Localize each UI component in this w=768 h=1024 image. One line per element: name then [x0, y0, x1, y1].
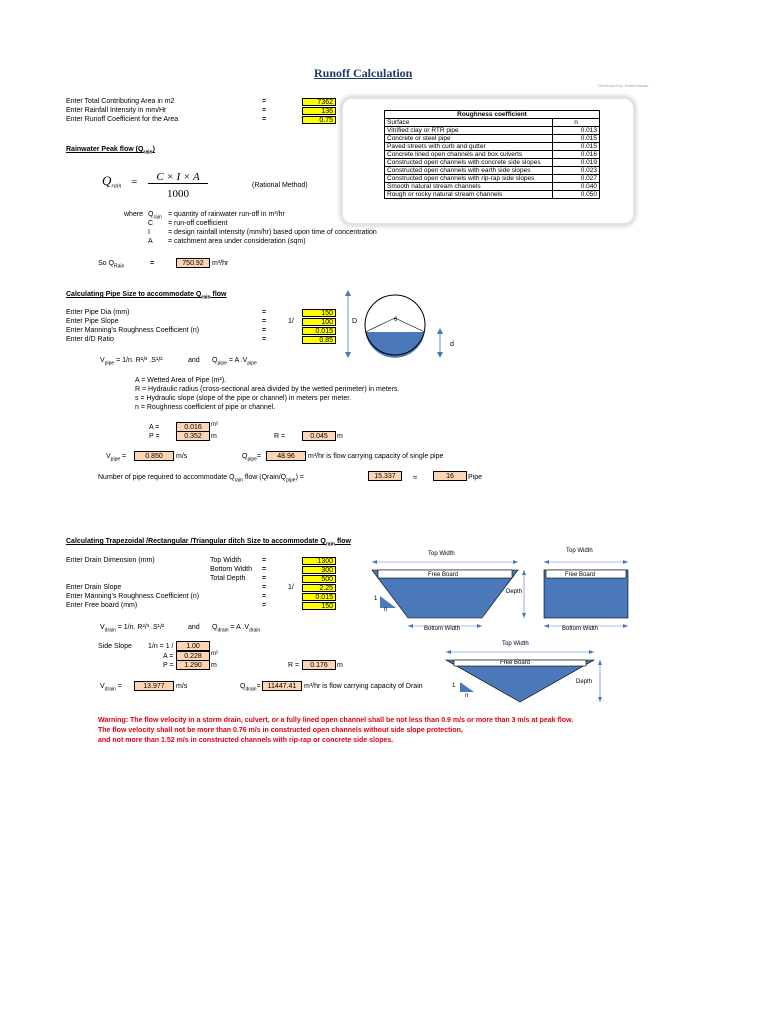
- where-label: where: [124, 211, 144, 218]
- pipe-P-result: 0.352: [176, 431, 210, 441]
- q-drain-formula: $Q_{drain} = A$ $.V_{drain}$: [212, 624, 261, 634]
- diagram-free-board: Free Board: [500, 660, 531, 666]
- unit-label: m³/hr is flow carrying capacity of Drain: [304, 683, 423, 690]
- table-header: n: [553, 119, 600, 127]
- def-symbol: $Q_{rain}$: [148, 211, 162, 221]
- v-pipe-label: $V_{pipe}$ =: [106, 453, 127, 463]
- pipe-dia-input[interactable]: 150: [302, 309, 336, 317]
- table-row: Constructed open channels with rip-rap side slopes 0.027: [385, 175, 600, 183]
- unit-label: m²: [211, 422, 218, 428]
- eq-sign: =: [262, 327, 267, 334]
- unit-label: m: [211, 662, 217, 669]
- eq-sign: =: [262, 309, 267, 316]
- rain-label: Enter Rainfall Intensity in mm/Hr: [66, 107, 167, 114]
- table-row: Vitrified clay or RTR pipe 0.013: [385, 127, 600, 135]
- bottom-width-input[interactable]: 300: [302, 566, 336, 574]
- roughness-title: Roughness coefficient: [385, 111, 600, 119]
- diagram-label-d: d: [450, 341, 454, 348]
- q-pipe-label: $Q_{pipe}=$: [242, 453, 261, 463]
- def-text: = design rainfall intensity (mm/hr) based upon time of concentration: [168, 229, 377, 236]
- drain-A-label: A =: [163, 653, 174, 660]
- approx-sign: ≈: [413, 473, 418, 482]
- v-drain-label: $V_{drain}$ =: [100, 683, 122, 693]
- side-slope-result: 1.00: [176, 641, 210, 651]
- unit-label: m: [337, 433, 343, 440]
- warning-line: and not more than 1.52 m/s in constructed channels with rip-rap or concrete side slopes.: [98, 737, 394, 744]
- eq-sign: =: [262, 116, 267, 123]
- pipe-dia-label: Enter Pipe Dia (mm): [66, 309, 130, 316]
- pipe-slope-label: Enter Pipe Slope: [66, 318, 119, 325]
- eq-sign: =: [262, 98, 267, 105]
- area-label: Enter Total Contributing Area in m2: [66, 98, 175, 105]
- pipe-R-label: R =: [274, 433, 286, 440]
- slope-prefix: 1/: [288, 584, 294, 591]
- table-row: Concrete lined open channels and box culverts 0.016: [385, 151, 600, 159]
- v-drain-result: 13.977: [134, 681, 174, 691]
- pipe-def: n = Roughness coefficient of pipe or channel.: [135, 404, 276, 411]
- unit-label: m³/hr is flow carrying capacity of single pipe: [308, 453, 444, 460]
- coef-input[interactable]: 0.75: [302, 116, 336, 124]
- method-label: (Rational Method): [252, 182, 308, 189]
- pipe-dd-input[interactable]: 0.85: [302, 336, 336, 344]
- diagram-depth: Depth: [506, 589, 523, 595]
- q-drain-result: 11447.41: [262, 681, 302, 691]
- bottom-width-label: Bottom Width: [210, 566, 253, 573]
- side-slope-label: Side Slope: [98, 643, 132, 650]
- rain-input[interactable]: 136: [302, 107, 336, 115]
- credit-text: Developed by: Sadia Nawab: [598, 83, 649, 88]
- pipe-n-input[interactable]: 0.015: [302, 327, 336, 335]
- warning-line: The flow velocity shall not be more than 0.76 m/s in constructed open channels without side slope protection,: [98, 727, 463, 734]
- ditch-heading: Calculating Trapezoidal /Rectangular /Triangular ditch Size to accommodate $Q_{rain}$ flow: [66, 538, 351, 548]
- unit-label: m³/hr: [212, 260, 229, 267]
- diagram-top-width: Top Width: [428, 551, 455, 557]
- eq-sign: =: [262, 318, 267, 325]
- pipe-def: A = Wetted Area of Pipe (m²).: [135, 377, 227, 384]
- free-board-input[interactable]: 150: [302, 602, 336, 610]
- diagram-n: n: [465, 693, 469, 699]
- so-label: So $Q_{Rain}$: [98, 260, 125, 270]
- drain-n-label: Enter Manning's Roughness Coefficient (n): [66, 593, 200, 600]
- and-label: and: [188, 624, 200, 631]
- diagram-bottom-width: Bottom Width: [562, 626, 599, 632]
- diagram-bottom-width: Bottom Width: [424, 626, 461, 632]
- unit-label: m: [211, 433, 217, 440]
- eq-sign: =: [262, 566, 267, 573]
- def-symbol: A: [148, 238, 153, 245]
- pipe-slope-input[interactable]: 100: [302, 318, 336, 326]
- diagram-top-width: Top Width: [502, 641, 529, 647]
- def-text: = catchment area under consideration (sqm): [168, 238, 306, 245]
- drain-R-result: 0.176: [302, 660, 336, 670]
- pipe-A-result: 0.016: [176, 422, 210, 432]
- area-input[interactable]: 7362: [302, 98, 336, 106]
- eq-sign: =: [150, 260, 155, 267]
- trapezoid-diagram: [360, 556, 530, 636]
- table-row: Rough or rocky natural stream channels 0.050: [385, 191, 600, 199]
- page-title: Runoff Calculation: [314, 66, 413, 80]
- pipe-n-label: Enter Manning's Roughness Coefficient (n): [66, 327, 200, 334]
- unit-label: m²: [211, 651, 218, 657]
- drain-dim-label: Enter Drain Dimension (mm): [66, 557, 155, 564]
- rational-formula: $Q_{rain}$ =: [102, 173, 138, 190]
- eq-sign: =: [262, 584, 267, 591]
- drain-A-result: 0.228: [176, 651, 210, 661]
- total-depth-label: Total Depth: [210, 575, 246, 582]
- q-pipe-result: 48.96: [266, 451, 306, 461]
- rectangle-diagram: [536, 556, 636, 636]
- unit-label: Pipe: [468, 474, 483, 481]
- diagram-free-board: Free Board: [565, 572, 596, 578]
- free-board-label: Enter Free board (mm): [66, 602, 138, 609]
- diagram-one: 1: [452, 683, 456, 689]
- drain-P-label: P =: [163, 662, 174, 669]
- num-pipes-label: Number of pipe required to accommodate $Q_{rain}$ flow $(Qrain/Q_{pipe})$ =: [98, 474, 304, 484]
- num-pipes-result: 15.337: [368, 471, 402, 481]
- pipe-section-diagram: [340, 288, 470, 360]
- and-label: and: [188, 357, 200, 364]
- diagram-free-board: Free Board: [428, 572, 459, 578]
- coef-label: Enter Runoff Coefficient for the Area: [66, 116, 179, 123]
- table-header: Surface: [385, 119, 553, 127]
- table-row: Paved streets with curb and gutter 0.015: [385, 143, 600, 151]
- table-row: Constructed open channels with concrete side slopes 0.019: [385, 159, 600, 167]
- formula-numerator: C × I × A: [148, 171, 208, 184]
- num-pipes-rounded: 16: [433, 471, 467, 481]
- drain-slope-input[interactable]: 2.25: [302, 584, 336, 592]
- v-pipe-formula: $V_{pipe} = 1/n$. R²/³ .S¹/²: [100, 357, 163, 367]
- top-width-label: Top Width: [210, 557, 242, 564]
- drain-P-result: 1.290: [176, 660, 210, 670]
- pipe-A-label: A =: [149, 424, 160, 431]
- eq-sign: =: [262, 602, 267, 609]
- v-drain-formula: $V_{drain} = 1/n$. R²/³ .S¹/²: [100, 624, 165, 634]
- pipe-dd-label: Enter d/D Ratio: [66, 336, 114, 343]
- diagram-top-width: Top Width: [566, 548, 593, 554]
- eq-sign: =: [262, 107, 267, 114]
- peak-heading: Rainwater Peak flow $(Q_{rain})$: [66, 146, 155, 156]
- pipe-P-label: P =: [149, 433, 160, 440]
- v-pipe-result: 0.850: [134, 451, 174, 461]
- table-row: Concrete or steel pipe 0.015: [385, 135, 600, 143]
- eq-sign: =: [262, 336, 267, 343]
- def-symbol: I: [148, 229, 150, 236]
- q-drain-label: $Q_{drain}=$: [240, 683, 261, 693]
- unit-label: m/s: [176, 453, 188, 460]
- warning-line: Warning: The flow velocity in a storm drain, culvert, or a fully lined open channel shall be not less than 0.9 m/s or more than 3 m/s at peak flow.: [98, 717, 574, 724]
- total-depth-input[interactable]: 500: [302, 575, 336, 583]
- unit-label: m/s: [176, 683, 188, 690]
- drain-slope-label: Enter Drain Slope: [66, 584, 122, 591]
- diagram-n: n: [384, 607, 388, 613]
- eq-sign: =: [262, 557, 267, 564]
- def-symbol: C: [148, 220, 154, 227]
- pipe-R-result: 0.045: [302, 431, 336, 441]
- diagram-one: 1: [374, 596, 378, 602]
- q-pipe-formula: $Q_{pipe} = A$ $.V_{pipe}$: [212, 357, 257, 367]
- table-row: Constructed open channels with earth side slopes 0.023: [385, 167, 600, 175]
- pipe-heading: Calculating Pipe Size to accommodate $Q_{rain}$ flow: [66, 291, 227, 301]
- eq-sign: =: [262, 593, 267, 600]
- slope-prefix: 1/: [288, 318, 294, 325]
- table-row: Smooth natural stream channels 0.040: [385, 183, 600, 191]
- diagram-label-D: D: [352, 318, 358, 325]
- eq-sign: =: [262, 575, 267, 582]
- side-slope-prefix: 1/n = 1 /: [148, 643, 174, 650]
- def-text: = quantity of rainwater run-off in m³/hr: [168, 211, 285, 218]
- drain-R-label: R =: [288, 662, 300, 669]
- top-width-input[interactable]: 1300: [302, 557, 336, 565]
- formula-denominator: 1000: [167, 188, 189, 200]
- diagram-depth: Depth: [576, 679, 593, 685]
- pipe-def: s = Hydraulic slope (slope of the pipe or channel) in meters per meter.: [135, 395, 352, 402]
- pipe-def: R = Hydraulic radius (cross-sectional area divided by the wetted perimeter) in meters.: [135, 386, 400, 393]
- roughness-table: [384, 110, 600, 199]
- q-rain-result: 750.92: [176, 258, 210, 268]
- unit-label: m: [337, 662, 343, 669]
- diagram-label-theta: θ: [394, 317, 398, 323]
- def-text: = run-off coefficient: [168, 220, 228, 227]
- drain-n-input[interactable]: 0.015: [302, 593, 336, 601]
